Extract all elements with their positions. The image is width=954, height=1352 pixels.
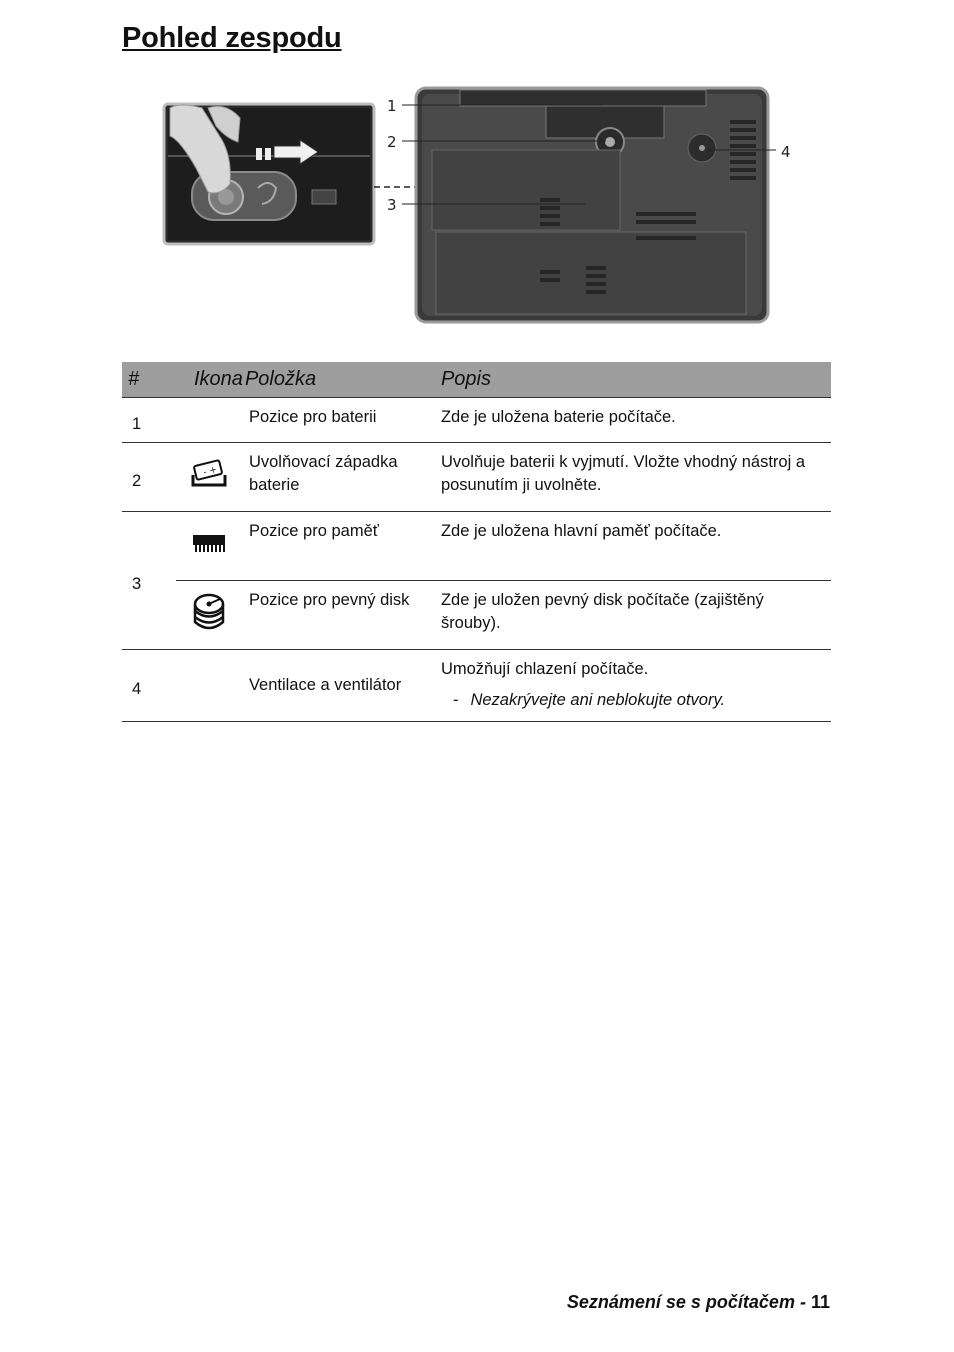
- row-num: 2: [122, 443, 176, 512]
- laptop-bottom-figure: [150, 80, 810, 340]
- header-item: Položka: [243, 362, 435, 398]
- table-row: [122, 443, 831, 512]
- hard-disk-icon: [191, 592, 227, 632]
- row-note: [453, 689, 825, 712]
- row-item: Pozice pro pevný disk: [243, 581, 435, 650]
- page-title: Pohled zespodu: [122, 22, 342, 54]
- table-row: [122, 398, 831, 443]
- laptop-bottom: [416, 88, 768, 322]
- row-num: 4: [122, 650, 176, 722]
- row-icon-empty: [176, 650, 243, 722]
- battery-release-icon: [190, 459, 228, 489]
- page-footer: [567, 1292, 830, 1313]
- callout-1: 1: [387, 97, 397, 115]
- svg-text:- +: - +: [202, 464, 219, 478]
- table-row: [122, 650, 831, 722]
- table-header-row: [122, 362, 831, 398]
- row-item: Ventilace a ventilátor: [243, 650, 435, 722]
- latch-inset: [164, 104, 374, 244]
- table-row: [122, 581, 831, 650]
- row-icon-empty: [176, 398, 243, 443]
- row-item: Pozice pro paměť: [243, 512, 435, 581]
- row-num: 1: [122, 398, 176, 443]
- table-row: [122, 512, 831, 581]
- memory-icon: [191, 529, 227, 557]
- callout-3: 3: [387, 196, 397, 214]
- row-desc: Umožňují chlazení počítače.: [440, 660, 649, 678]
- bottom-view-table: [122, 362, 831, 722]
- row-item: Pozice pro baterii: [243, 398, 435, 443]
- row-desc: Zde je uložena hlavní paměť počítače.: [435, 512, 831, 581]
- note-text: Nezakrývejte ani neblokujte otvory.: [470, 691, 726, 709]
- row-item: Uvolňovací západka baterie: [243, 443, 435, 512]
- row-num: 3: [122, 512, 176, 650]
- row-desc: Zde je uložena baterie počítače.: [435, 398, 831, 443]
- callout-2: 2: [387, 133, 397, 151]
- footer-page-number: 11: [810, 1292, 830, 1312]
- header-num: #: [122, 362, 176, 398]
- laptop-bottom-illustration: [150, 80, 810, 340]
- header-desc: Popis: [435, 362, 831, 398]
- callout-4: 4: [781, 143, 791, 161]
- note-dash: -: [452, 691, 459, 709]
- header-icon: Ikona: [176, 362, 243, 398]
- row-desc: Uvolňuje baterii k vyjmutí. Vložte vhodný nástroj a posunutím ji uvolněte.: [435, 443, 831, 512]
- row-desc: Zde je uložen pevný disk počítače (zajištěný šrouby).: [435, 581, 831, 650]
- footer-section: Seznámení se s počítačem -: [566, 1292, 806, 1312]
